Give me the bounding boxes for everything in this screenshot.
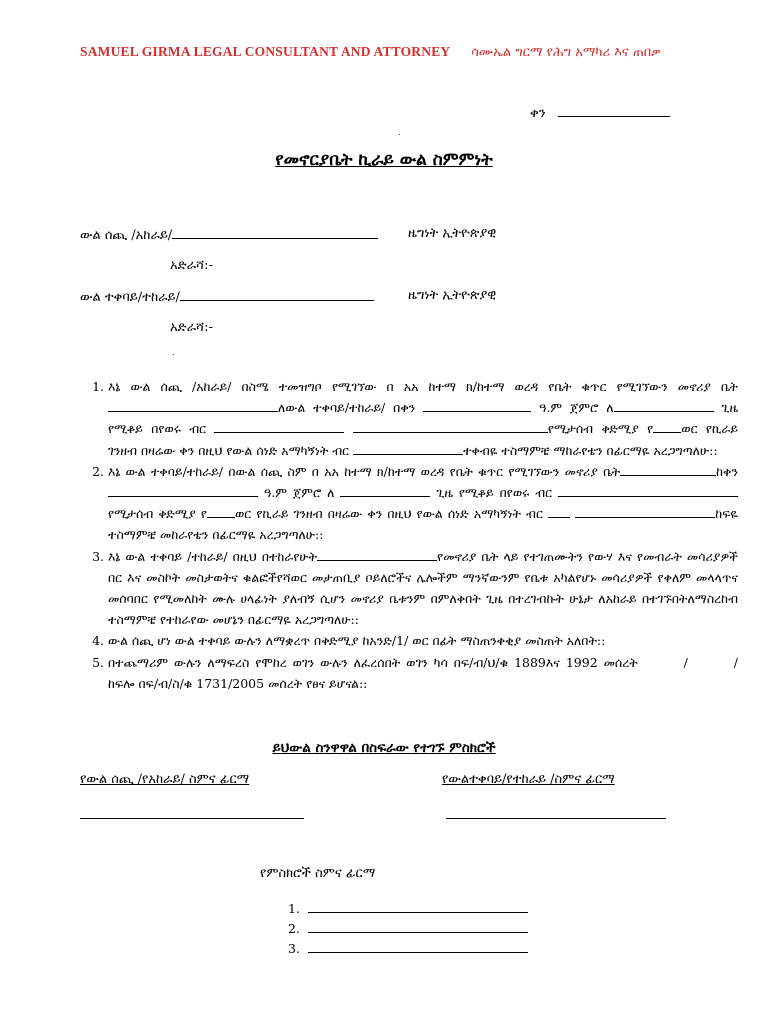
witness-number: 3. xyxy=(288,941,300,956)
party1-label: ውል ሰጪ /አከራይ/ xyxy=(80,228,173,243)
blank xyxy=(558,484,738,497)
stray-dot: . xyxy=(172,348,175,357)
clause-2: 2. እኔ ውል ተቀባይ/ተከራይ/ በውል ሰጪ ስም በ አአ ከተማ ክ/ከተማ ወረዳ የቤት ቁጥር የሚገኘውን መኖሪያ ቤት ከቀን ዓ.ም ጀምሮ ለ ጊዜ የሚቆይ በየወሩ ብር የሚታሰብ ቅድሚያ የ ወር የኪራይ ገንዘብ በዛሬው ቀን በዚህ የውል ሰነድ አማካኝነት ብር ከፍዬ ተስማምቼ መከራየቴን በፊርማዬ አረጋግጣለሁ:: xyxy=(108,461,738,546)
stray-dot: . xyxy=(398,128,401,137)
letterhead xyxy=(80,44,740,60)
witness-number: 1. xyxy=(288,901,300,916)
lessee-signature-label: የውልተቀባይ/የተከራይ /ስምና ፊርማ xyxy=(442,772,615,787)
clauses-list xyxy=(80,376,738,694)
blank xyxy=(214,420,344,433)
party1-nationality: ዜግነት ኢትዮጵያዊ xyxy=(408,226,497,241)
blank xyxy=(207,505,235,518)
party2-label: ውል ተቀባይ/ተከራይ/ xyxy=(80,290,180,305)
witness-number: 2. xyxy=(288,921,300,936)
lessor-signature-label: የውል ሰጪ /የአከራይ/ ስምና ፊርማ xyxy=(80,772,250,787)
date-field xyxy=(530,104,670,121)
party1-address: አድራሻ:- xyxy=(170,258,213,273)
witness-blank xyxy=(308,900,528,913)
blank xyxy=(108,484,258,497)
party1-row xyxy=(80,226,378,243)
lessee-signature-line xyxy=(446,818,666,819)
witness-blank xyxy=(308,940,528,953)
blank xyxy=(653,420,681,433)
blank xyxy=(575,505,715,518)
letterhead-amharic: ሳሙኤል ግርማ የሕግ አማካሪ እና ጠበቃ xyxy=(471,45,661,60)
blank xyxy=(548,505,570,518)
party2-name-blank xyxy=(180,288,374,301)
clause-3: 3. እኔ ውል ተቀባይ /ተከራይ/ በዚህ በተከራየሁት የመኖሪያ ቤት ላይ የተገጠሙትን የውሃ እና የመብራት መሳሪያዎች በር እና መስኮት መስታወትና ቁልፎችየሻወር መታጠቢያ ቦይለሮችና ሌሎችም ማንኛውንም የቤቱ አካልየሆኑ መሳሪያዎች የቀለም መላላጥና መሰባበር የሚመለከት ሙሉ ሀላፊነት ያለብኝ ሲሆን መኖሪያ ቤቱንም በምለቅበት ጊዜ በተረገብኩት ሁኔታ ለአከራይ በተገኙበትለማስረከብ ተስማምቼ የተከራየው መሆኔን በፊርማዬ አረጋግጣለሁ:: xyxy=(108,546,738,631)
party1-name-blank xyxy=(172,226,378,239)
blank xyxy=(353,442,463,455)
witness-row-2 xyxy=(288,920,528,936)
clause-4: 4. ውል ሰጪ ሆነ ውል ተቀባይ ውሉን ለማቋረጥ በቅድሚያ ከአንድ/1/ ወር በፊት ማስጠንቀቂያ መስጠት አለበት:: xyxy=(108,630,738,651)
witnesses-title: የምስክሮች ስምና ፊርማ xyxy=(260,866,376,881)
blank xyxy=(340,484,430,497)
blank xyxy=(108,399,278,412)
blank xyxy=(423,399,531,412)
party2-address: አድራሻ:- xyxy=(170,320,213,335)
party2-nationality: ዜግነት ኢትዮጵያዊ xyxy=(408,288,497,303)
blank xyxy=(353,420,548,433)
document-title: የመኖርያቤት ኪራይ ውል ስምምነት xyxy=(275,150,493,170)
letterhead-english: SAMUEL GIRMA LEGAL CONSULTANT AND ATTORNEY xyxy=(80,44,451,59)
witness-heading: ይህውል ስንዋዋል በስፍራው የተገኙ ምስክሮች xyxy=(272,740,496,756)
blank xyxy=(317,548,437,561)
witness-blank xyxy=(308,920,528,933)
witness-row-1 xyxy=(288,900,528,916)
witness-row-3 xyxy=(288,940,528,956)
clause-5: 5. በተጨማሪም ውሉን ለማፍረስ የሞከረ ወገን ውሉን ለፈረሰበት ወገን ካሳ በፍ/ብ/ህ/ቁ 1889እና 1992 መሰረት / / ከፍሎ በፍ/ብ/ስ/ቁ 1731/2005 መሰረት የፀና ይሆናል:: xyxy=(108,652,738,694)
blank xyxy=(620,463,716,476)
party2-row xyxy=(80,288,374,305)
lessor-signature-line xyxy=(80,818,304,819)
blank xyxy=(614,399,714,412)
date-blank xyxy=(558,104,670,117)
date-label: ቀን xyxy=(530,106,546,121)
clause-1: 1. እኔ ውል ሰጪ /አከራይ/ በስሜ ተመዝግቦ የሚገኘው በ አአ ከተማ ክ/ከተማ ወረዳ የቤት ቁጥር የሚገኘውን መኖሪያ ቤት ለውል ተቀባይ/ተከራይ/ በቀን ዓ.ም ጀምሮ ለ ጊዜ የሚቆይ በየወሩ ብር የሚታሰብ ቅድሚያ የ ወር የኪራይ ገንዘብ በዛሬው ቀን በዚህ የውል ሰነድ አማካኝነት ብር ተቀብዬ ተስማምቼ ማከራየቴን በፊርማዬ አረጋግጣለሁ:: xyxy=(108,376,738,461)
